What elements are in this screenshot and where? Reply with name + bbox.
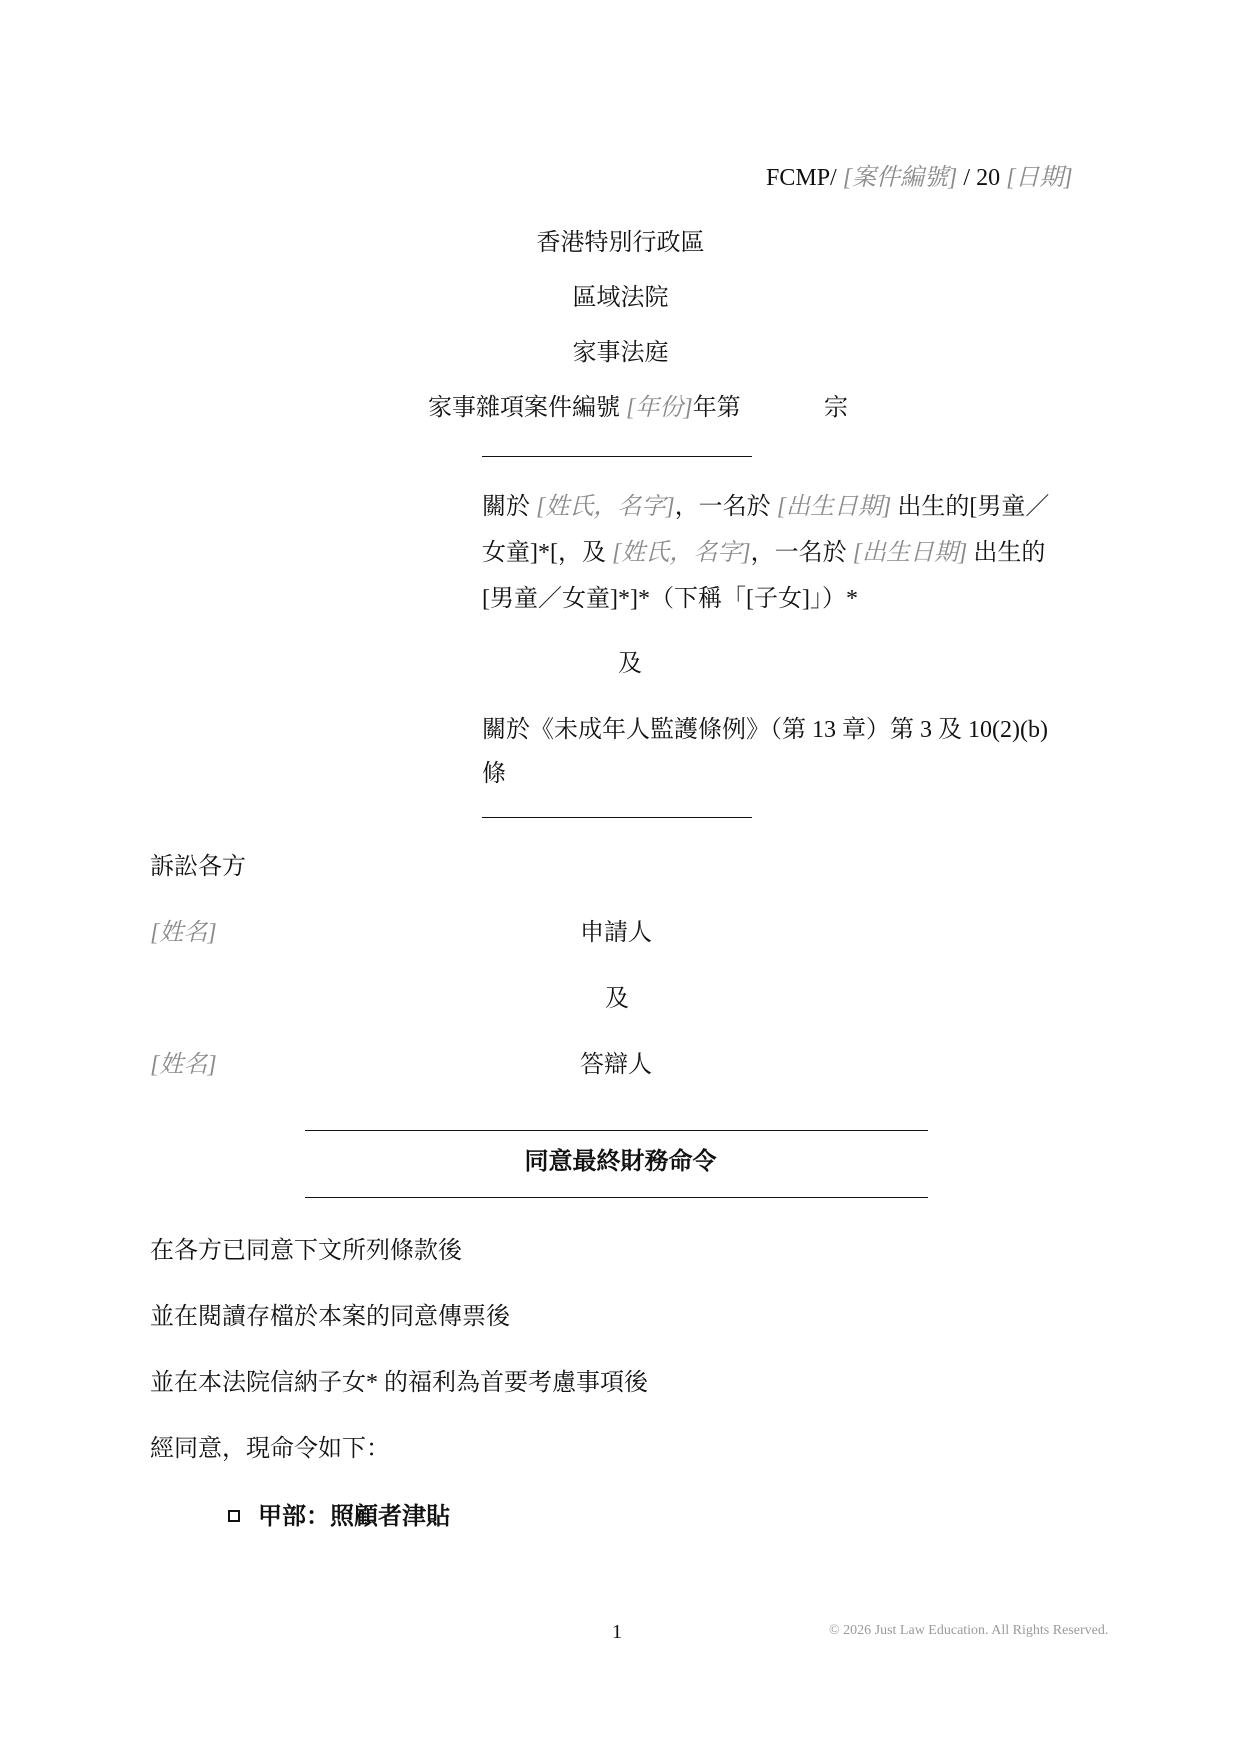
- respondent-label: 答辯人: [580, 1052, 652, 1078]
- matter-line-2: [482, 541, 1045, 565]
- child-name-placeholder: [姓氏，名字]: [536, 494, 675, 520]
- division-heading: 家事法庭: [572, 340, 669, 366]
- case-prefix: FCMP/: [766, 165, 837, 191]
- applicant-name-placeholder: [姓名]: [150, 920, 217, 946]
- case-label: [428, 396, 741, 420]
- page-number: 1: [612, 1621, 622, 1643]
- case-label-pre: 家事雜項案件編號: [428, 395, 620, 421]
- recital-2: 並在閱讀存檔於本案的同意傳票後: [150, 1304, 510, 1330]
- recital-3: 並在本法院信納子女* 的福利為首要考慮事項後: [150, 1370, 648, 1396]
- title-rule-bottom: [305, 1197, 928, 1198]
- matter-and: 及: [618, 651, 642, 677]
- region-heading: 香港特別行政區: [536, 230, 705, 256]
- matter-text: 女童]*[，及: [482, 540, 606, 566]
- checkbox-icon[interactable]: [228, 1510, 240, 1522]
- applicant-label: 申請人: [580, 920, 652, 946]
- date-placeholder: [日期]: [1006, 165, 1073, 191]
- matter-text: ，一名於: [674, 494, 771, 520]
- respondent-name-placeholder: [姓名]: [150, 1052, 217, 1078]
- child-dob-placeholder: [出生日期]: [852, 540, 968, 566]
- ordinance-line-2: 條: [482, 761, 506, 787]
- child-name-placeholder: [姓氏，名字]: [611, 540, 751, 566]
- ordinance-line-1: 關於《未成年人監護條例》（第 13 章）第 3 及 10(2)(b): [482, 717, 1048, 743]
- title-rule-top: [305, 1130, 928, 1131]
- case-number-header: [766, 166, 1073, 190]
- parties-and: 及: [605, 986, 629, 1012]
- matter-text: 出生的[男童／: [897, 494, 1050, 520]
- case-label-mid: 年第: [692, 395, 741, 421]
- section-heading: [228, 1505, 450, 1529]
- case-number-placeholder: [案件編號]: [842, 165, 958, 191]
- case-label-post: 宗: [824, 395, 848, 421]
- section-label: 甲部：照顧者津貼: [258, 1504, 450, 1530]
- matter-text: 關於: [482, 494, 530, 520]
- recital-1: 在各方已同意下文所列條款後: [150, 1238, 462, 1264]
- matter-line-3: [男童／女童]*]*（下稱「[子女]」）*: [482, 586, 858, 612]
- matter-text: 出生的: [973, 540, 1046, 566]
- parties-heading: 訴訟各方: [150, 854, 246, 880]
- court-heading: 區域法院: [572, 285, 669, 311]
- divider-1: [482, 456, 752, 457]
- order-title: 同意最終財務命令: [524, 1149, 717, 1175]
- matter-line-1: [482, 495, 1049, 519]
- year-separator: / 20: [957, 165, 1007, 191]
- copyright-notice: © 2026 Just Law Education. All Rights Reserved.: [829, 1623, 1109, 1638]
- divider-2: [482, 817, 752, 818]
- year-placeholder: [年份]: [626, 395, 693, 421]
- child-dob-placeholder: [出生日期]: [776, 494, 892, 520]
- matter-text: ，一名於: [750, 540, 847, 566]
- recital-4: 經同意，現命令如下：: [150, 1436, 390, 1462]
